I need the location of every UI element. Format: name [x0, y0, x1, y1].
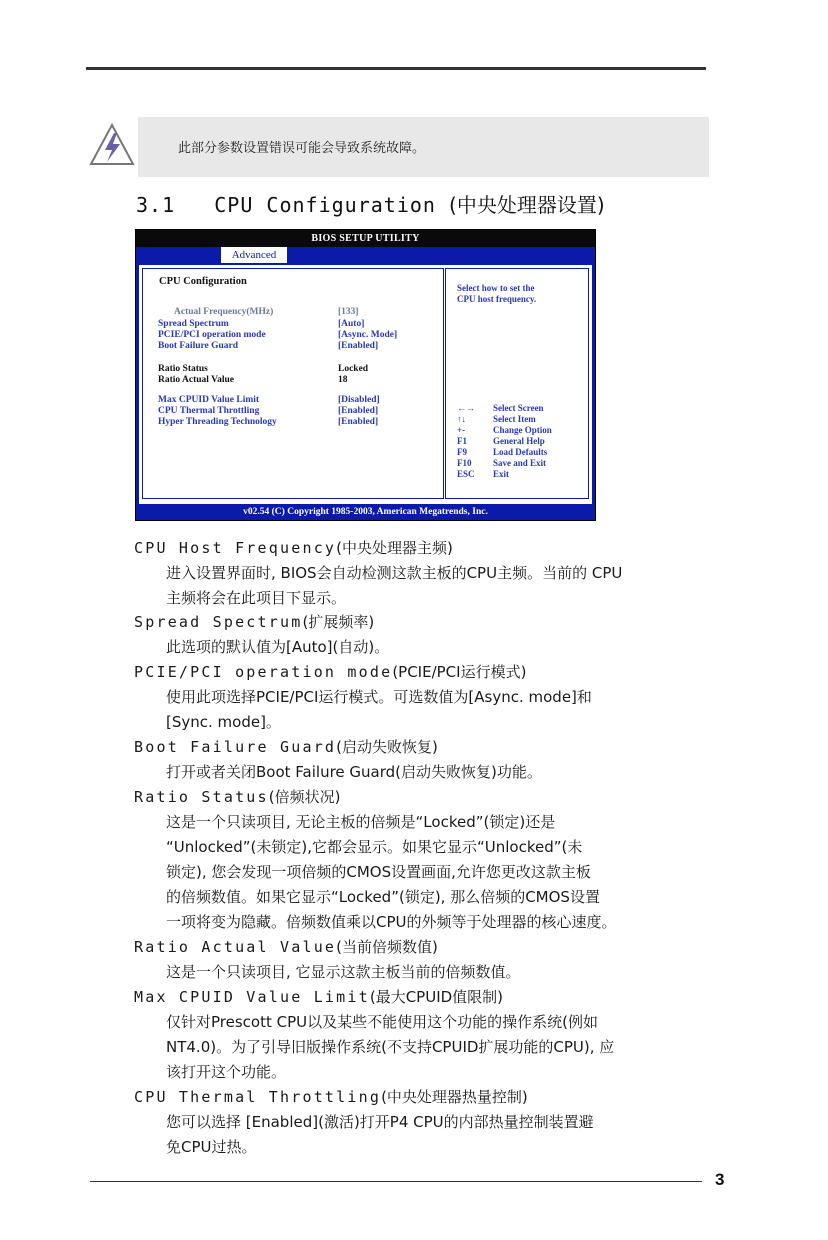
- bios-item-label: CPU Host Frequency: [158, 296, 245, 306]
- bios-item-label: Ratio Actual Value: [158, 375, 235, 385]
- term-ratio-actual-value: Ratio Actual Value(当前倍频数值): [134, 938, 438, 956]
- bios-item-label: PCIE/PCI operation mode: [158, 330, 266, 340]
- bios-panel: [139, 265, 592, 504]
- bios-settings-pane: [142, 268, 444, 499]
- bios-help-pane: [445, 268, 589, 499]
- term-pcie-pci-mode: PCIE/PCI operation mode(PCIE/PCI运行模式): [134, 663, 527, 681]
- bios-title: BIOS SETUP UTILITY: [136, 230, 595, 247]
- key-exit: ESC Exit: [457, 469, 510, 479]
- section-title: [136, 189, 605, 218]
- key-save-exit: F10 Save and Exit: [457, 458, 547, 468]
- desc-line: 这是一个只读项目, 它显示这款主板当前的倍频数值。: [166, 963, 521, 981]
- warning-text: 此部分参数设置错误可能会导致系统故障。: [178, 141, 426, 156]
- help-line: Select how to set the: [457, 283, 535, 293]
- tab-advanced[interactable]: Advanced: [221, 247, 287, 263]
- bios-section-header: CPU Configuration: [159, 276, 247, 287]
- section-title-cn: (中央处理器设置): [449, 193, 605, 217]
- bios-screenshot: [135, 229, 596, 521]
- term-ratio-status: Ratio Status(倍频状况): [134, 788, 341, 806]
- desc-line: 免CPU过热。: [166, 1138, 257, 1156]
- bios-item-value: [Disabled]: [338, 395, 380, 405]
- desc-line: 这是一个只读项目, 无论主板的倍频是“Locked”(锁定)还是: [166, 813, 556, 831]
- bios-item-label: Hyper Threading Technology: [158, 417, 277, 427]
- bios-item-value: [Async. Mode]: [338, 330, 398, 340]
- key-load-defaults: F9 Load Defaults: [457, 447, 548, 457]
- term-boot-failure-guard: Boot Failure Guard(启动失败恢复): [134, 738, 438, 756]
- desc-line: “Unlocked”(未锁定),它都会显示。如果它显示“Unlocked”(未: [166, 838, 583, 856]
- desc-line: NT4.0)。为了引导旧版操作系统(不支持CPUID扩展功能的CPU), 应: [166, 1038, 615, 1056]
- page-number: 3: [715, 1170, 725, 1189]
- key-select-screen: ←→ Select Screen: [457, 403, 544, 413]
- footer-rule: [90, 1181, 702, 1182]
- desc-line: 主频将会在此项目下显示。: [166, 589, 347, 607]
- bios-item-value: [Auto]: [338, 296, 365, 306]
- desc-line: 的倍频数值。如果它显示“Locked”(锁定), 那么倍频的CMOS设置: [166, 888, 600, 906]
- warning-lightning-icon: [88, 122, 136, 168]
- bios-item-value: Locked: [338, 364, 369, 374]
- bios-item-value: [Enabled]: [338, 341, 379, 351]
- desc-line: 您可以选择 [Enabled](激活)打开P4 CPU的内部热量控制装置避: [166, 1113, 594, 1131]
- desc-line: 锁定), 您会发现一项倍频的CMOS设置画面,允许您更改这款主板: [166, 863, 591, 881]
- bios-item-value: [Auto]: [338, 319, 365, 329]
- bios-copyright: v02.54 (C) Copyright 1985-2003, American Megatrends, Inc.: [136, 504, 595, 520]
- term-thermal-throttling: CPU Thermal Throttling(中央处理器热量控制): [134, 1088, 528, 1106]
- bios-item-label: Actual Frequency(MHz): [174, 307, 274, 317]
- desc-line: 该打开这个功能。: [166, 1063, 287, 1081]
- desc-line: 仅针对Prescott CPU以及某些不能使用这个功能的操作系统(例如: [166, 1013, 598, 1031]
- section-number: 3.1: [136, 193, 176, 217]
- desc-line: 一项将变为隐藏。倍频数值乘以CPU的外频等于处理器的核心速度。: [166, 913, 617, 931]
- bios-item-value: [133]: [338, 307, 359, 317]
- desc-line: 使用此项选择PCIE/PCI运行模式。可选数值为[Async. mode]和: [166, 688, 592, 706]
- header-rule: [86, 67, 706, 70]
- bios-item-value: [Enabled]: [338, 406, 379, 416]
- bios-item-label: Boot Failure Guard: [158, 341, 239, 351]
- desc-line: 进入设置界面时, BIOS会自动检测这款主板的CPU主频。当前的 CPU: [166, 564, 623, 582]
- key-change-option: +- Change Option: [457, 425, 552, 435]
- key-select-item: ↑↓ Select Item: [457, 414, 536, 424]
- key-general-help: F1 General Help: [457, 436, 545, 446]
- bios-tab-bar: [136, 247, 595, 265]
- bios-item-label: CPU Thermal Throttling: [158, 406, 260, 416]
- bios-item-value: 18: [338, 375, 348, 385]
- bios-item-label: Max CPUID Value Limit: [158, 395, 260, 405]
- help-line: CPU host frequency.: [457, 294, 537, 304]
- bios-item-value: [Enabled]: [338, 417, 379, 427]
- section-title-en: CPU Configuration: [214, 193, 436, 217]
- desc-line: 此选项的默认值为[Auto](自动)。: [166, 638, 390, 656]
- bios-item-label: Ratio Status: [158, 364, 208, 374]
- bios-item-label: Spread Spectrum: [158, 319, 229, 329]
- desc-line: [Sync. mode]。: [166, 713, 281, 731]
- desc-line: 打开或者关闭Boot Failure Guard(启动失败恢复)功能。: [166, 763, 542, 781]
- term-max-cpuid: Max CPUID Value Limit(最大CPUID值限制): [134, 988, 504, 1006]
- term-spread-spectrum: Spread Spectrum(扩展频率): [134, 613, 375, 631]
- term-cpu-host-frequency: CPU Host Frequency(中央处理器主频): [134, 539, 453, 557]
